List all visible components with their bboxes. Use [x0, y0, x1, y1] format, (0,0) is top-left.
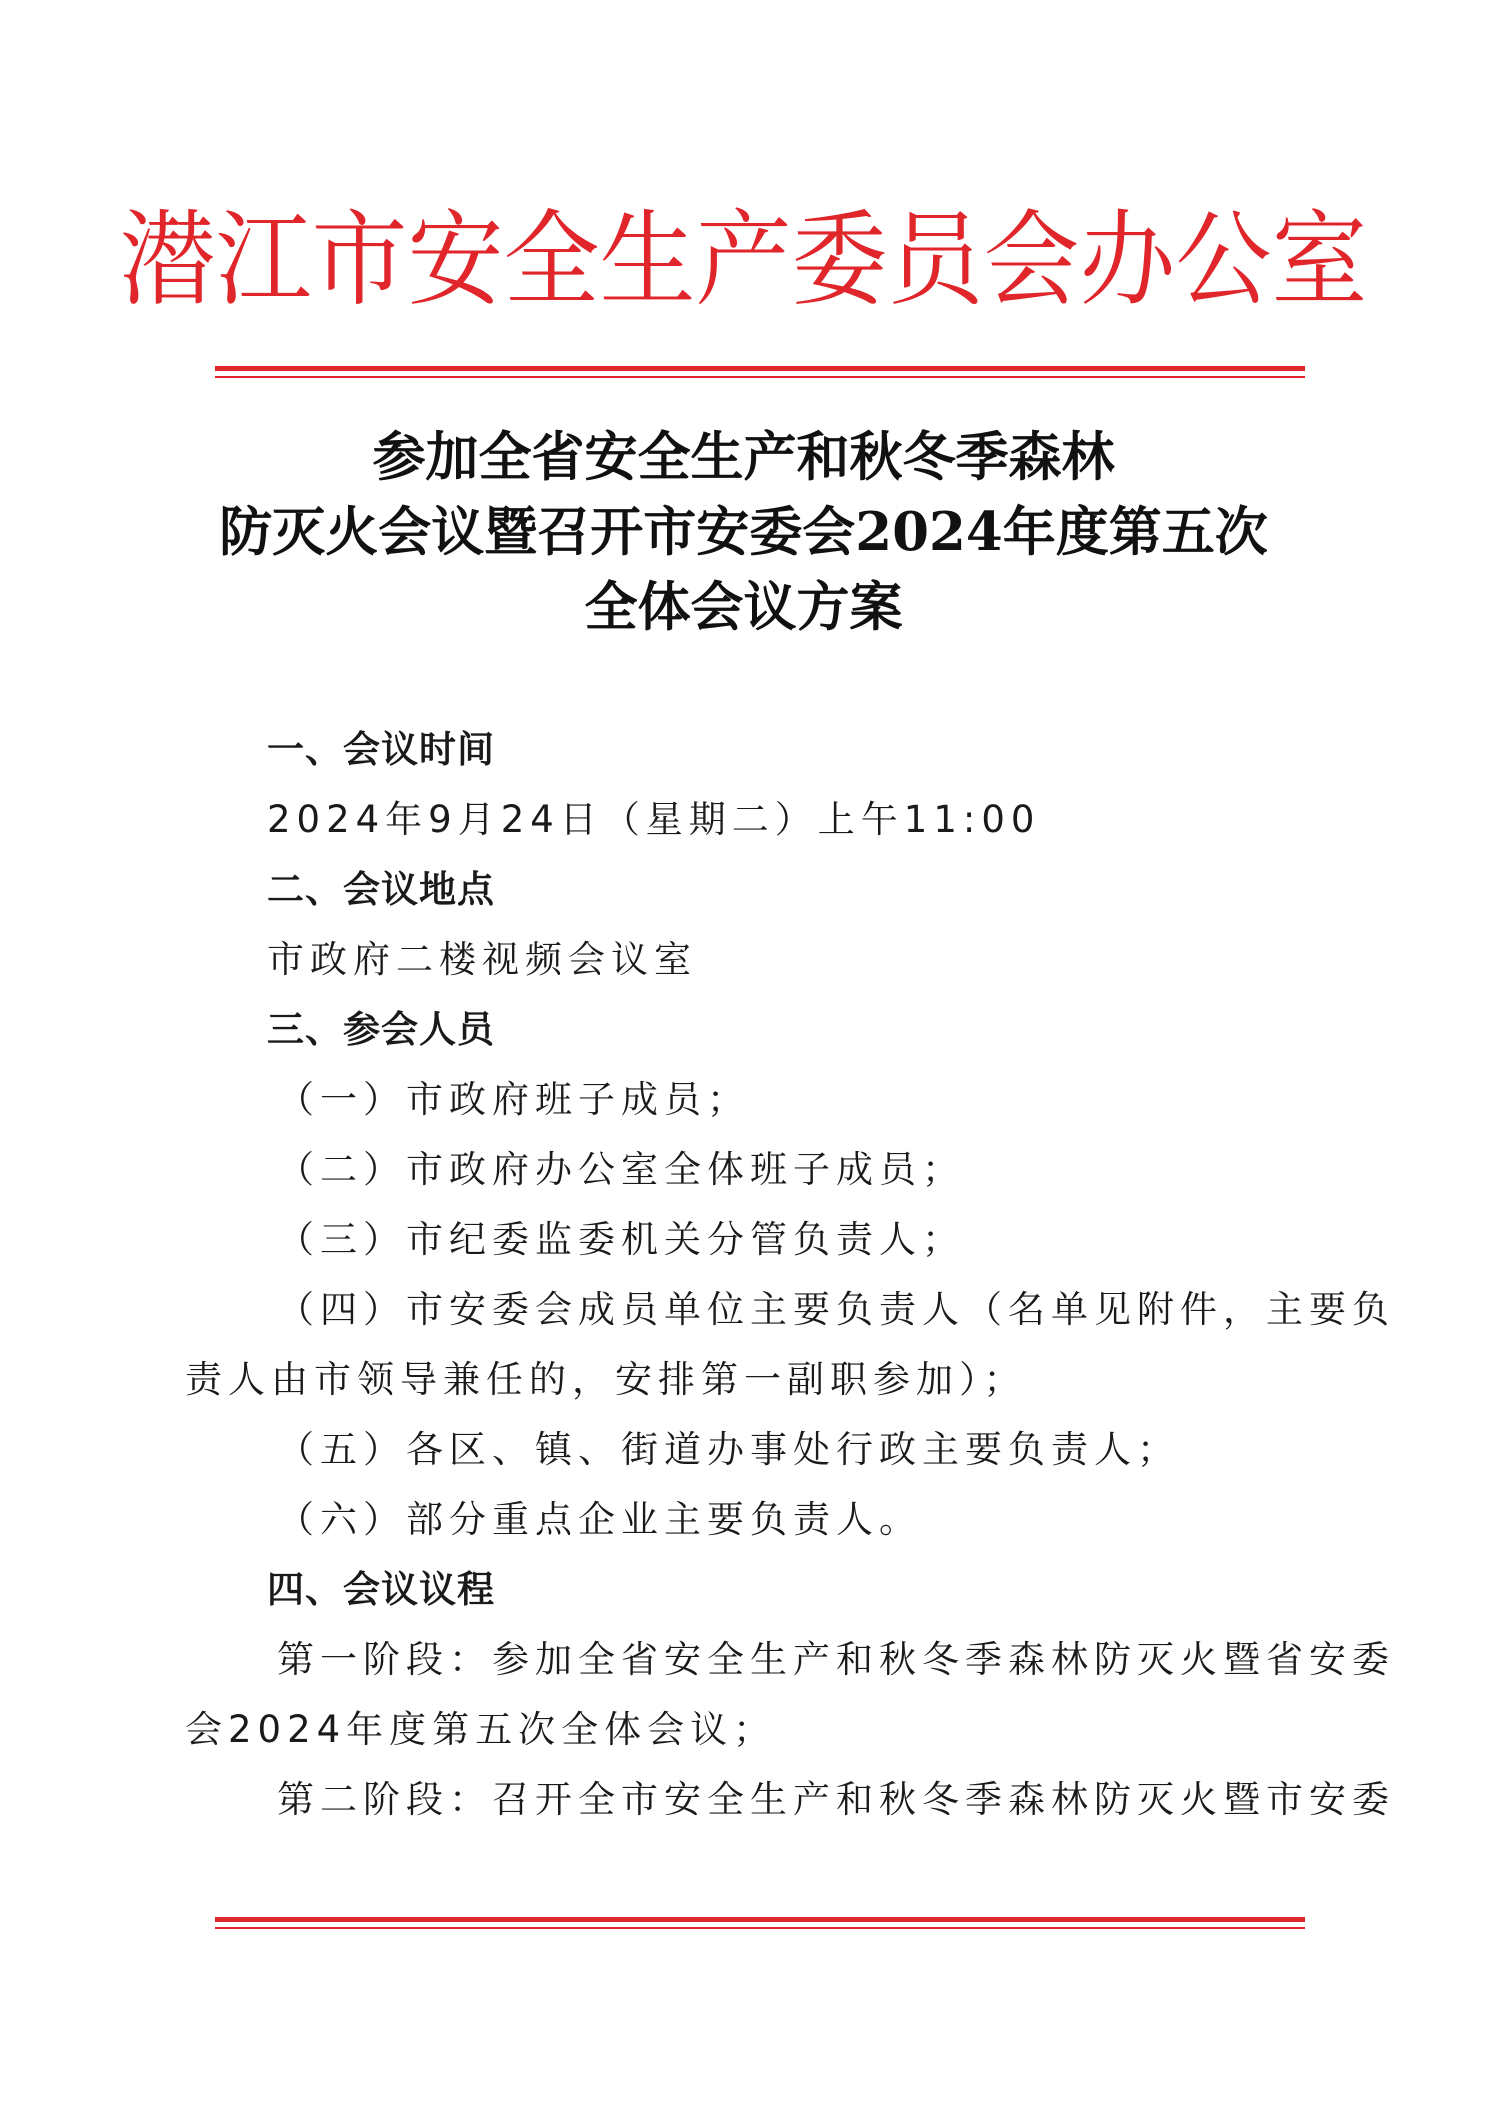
- title-line-3: 全体会议方案: [584, 576, 903, 638]
- section-heading-agenda: 四、会议议程: [267, 1568, 495, 1611]
- footer-rule-thin-line: [215, 1927, 1305, 1929]
- agenda-stage-1-line-2: 会2024年度第五次全体会议；: [185, 1708, 777, 1751]
- document-body: [185, 715, 1395, 1835]
- footer-red-rule: [215, 1917, 1305, 1929]
- agenda-stage-2-line-1: 第二阶段：召开全市安全生产和秋冬季森林防灭火暨市安委: [277, 1778, 1395, 1821]
- section-heading-location: 二、会议地点: [267, 868, 495, 911]
- title-line-1: 参加全省安全生产和秋冬季森林: [372, 426, 1115, 488]
- letterhead-red-rule: [215, 366, 1305, 378]
- attendee-item-6: （六）部分重点企业主要负责人。: [277, 1498, 922, 1541]
- footer-rule-thick-line: [215, 1917, 1305, 1922]
- attendee-item-5: （五）各区、镇、街道办事处行政主要负责人；: [277, 1428, 1180, 1471]
- attendee-item-1: （一）市政府班子成员；: [277, 1078, 750, 1121]
- attendee-item-2: （二）市政府办公室全体班子成员；: [277, 1148, 965, 1191]
- red-rule-thin-line: [215, 376, 1305, 378]
- meeting-time-text: 2024年9月24日（星期二）上午11:00: [267, 798, 1041, 841]
- letterhead-org-name: 潜江市安全生产委员会办公室: [119, 199, 1368, 321]
- agenda-stage-1-line-1: 第一阶段：参加全省安全生产和秋冬季森林防灭火暨省安委: [277, 1638, 1395, 1681]
- section-heading-attendees: 三、参会人员: [267, 1008, 495, 1051]
- title-line-2: 防灭火会议暨召开市安委会2024年度第五次: [219, 501, 1268, 563]
- attendee-item-3: （三）市纪委监委机关分管负责人；: [277, 1218, 965, 1261]
- document-title: [0, 420, 1487, 645]
- attendee-item-4-line-2: 责人由市领导兼任的，安排第一副职参加）；: [185, 1358, 1027, 1401]
- attendee-item-4-line-1: （四）市安委会成员单位主要负责人（名单见附件，主要负: [277, 1288, 1395, 1331]
- section-heading-time: 一、会议时间: [267, 728, 495, 771]
- red-rule-thick-line: [215, 366, 1305, 371]
- meeting-location-text: 市政府二楼视频会议室: [267, 938, 697, 981]
